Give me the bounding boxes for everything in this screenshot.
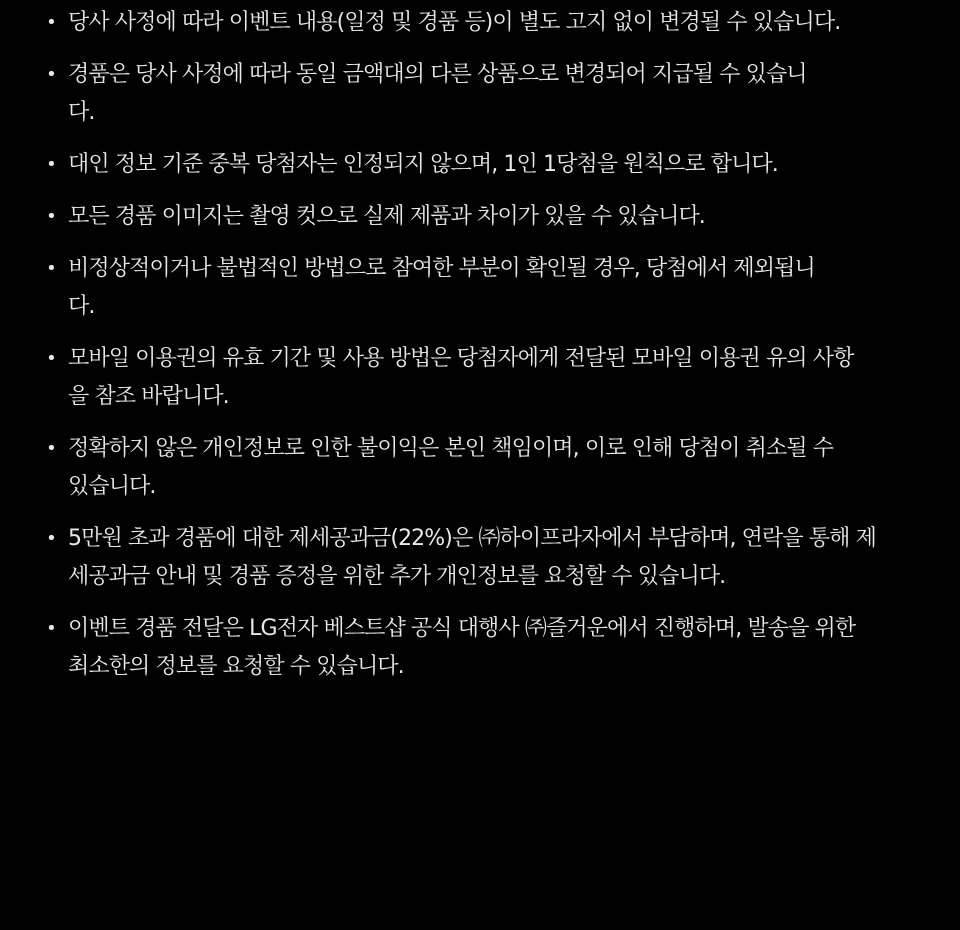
bullet-icon: • <box>46 154 56 175</box>
bullet-icon: • <box>46 12 56 33</box>
notice-text: 경품은 당사 사정에 따라 동일 금액대의 다른 상품으로 변경되어 지급될 수 있습니다. <box>68 62 807 125</box>
notice-text: 모든 경품 이미지는 촬영 컷으로 실제 제품과 차이가 있을 수 있습니다. <box>68 204 705 229</box>
bullet-icon: • <box>46 206 56 227</box>
notice-item-tax <box>0 520 960 596</box>
event-notice-list <box>0 4 960 700</box>
bullet-icon: • <box>46 438 56 459</box>
notice-item-schedule-change <box>0 4 960 42</box>
bullet-icon: • <box>46 64 56 85</box>
notice-item-personal-info <box>0 430 960 506</box>
bullet-icon: • <box>46 258 56 279</box>
notice-text: 이벤트 경품 전달은 LG전자 베스트샵 공식 대행사 ㈜즐거운에서 진행하며, 발송을 위한 최소한의 정보를 요청할 수 있습니다. <box>68 616 856 679</box>
notice-item-delivery-agency <box>0 610 960 686</box>
notice-text: 5만원 초과 경품에 대한 제세공과금(22%)은 ㈜하이프라자에서 부담하며, 연락을 통해 제세공과금 안내 및 경품 증정을 위한 추가 개인정보를 요청할 수 있습니다. <box>68 526 876 589</box>
notice-item-fraud-exclusion <box>0 250 960 326</box>
bullet-icon: • <box>46 618 56 639</box>
bullet-icon: • <box>46 528 56 549</box>
notice-text: 대인 정보 기준 중복 당첨자는 인정되지 않으며, 1인 1당첨을 원칙으로 합니다. <box>68 152 778 177</box>
notice-text: 정확하지 않은 개인정보로 인한 불이익은 본인 책임이며, 이로 인해 당첨이 취소될 수 있습니다. <box>68 436 834 499</box>
notice-text: 당사 사정에 따라 이벤트 내용(일정 및 경품 등)이 별도 고지 없이 변경될 수 있습니다. <box>68 10 841 35</box>
notice-item-image-disclaimer <box>0 198 960 236</box>
bullet-icon: • <box>46 348 56 369</box>
notice-item-prize-substitution <box>0 56 960 132</box>
notice-item-duplicate-winner <box>0 146 960 184</box>
notice-text: 모바일 이용권의 유효 기간 및 사용 방법은 당첨자에게 전달된 모바일 이용권 유의 사항을 참조 바랍니다. <box>68 346 854 409</box>
notice-item-mobile-voucher <box>0 340 960 416</box>
notice-text: 비정상적이거나 불법적인 방법으로 참여한 부분이 확인될 경우, 당첨에서 제외됩니다. <box>68 256 815 319</box>
